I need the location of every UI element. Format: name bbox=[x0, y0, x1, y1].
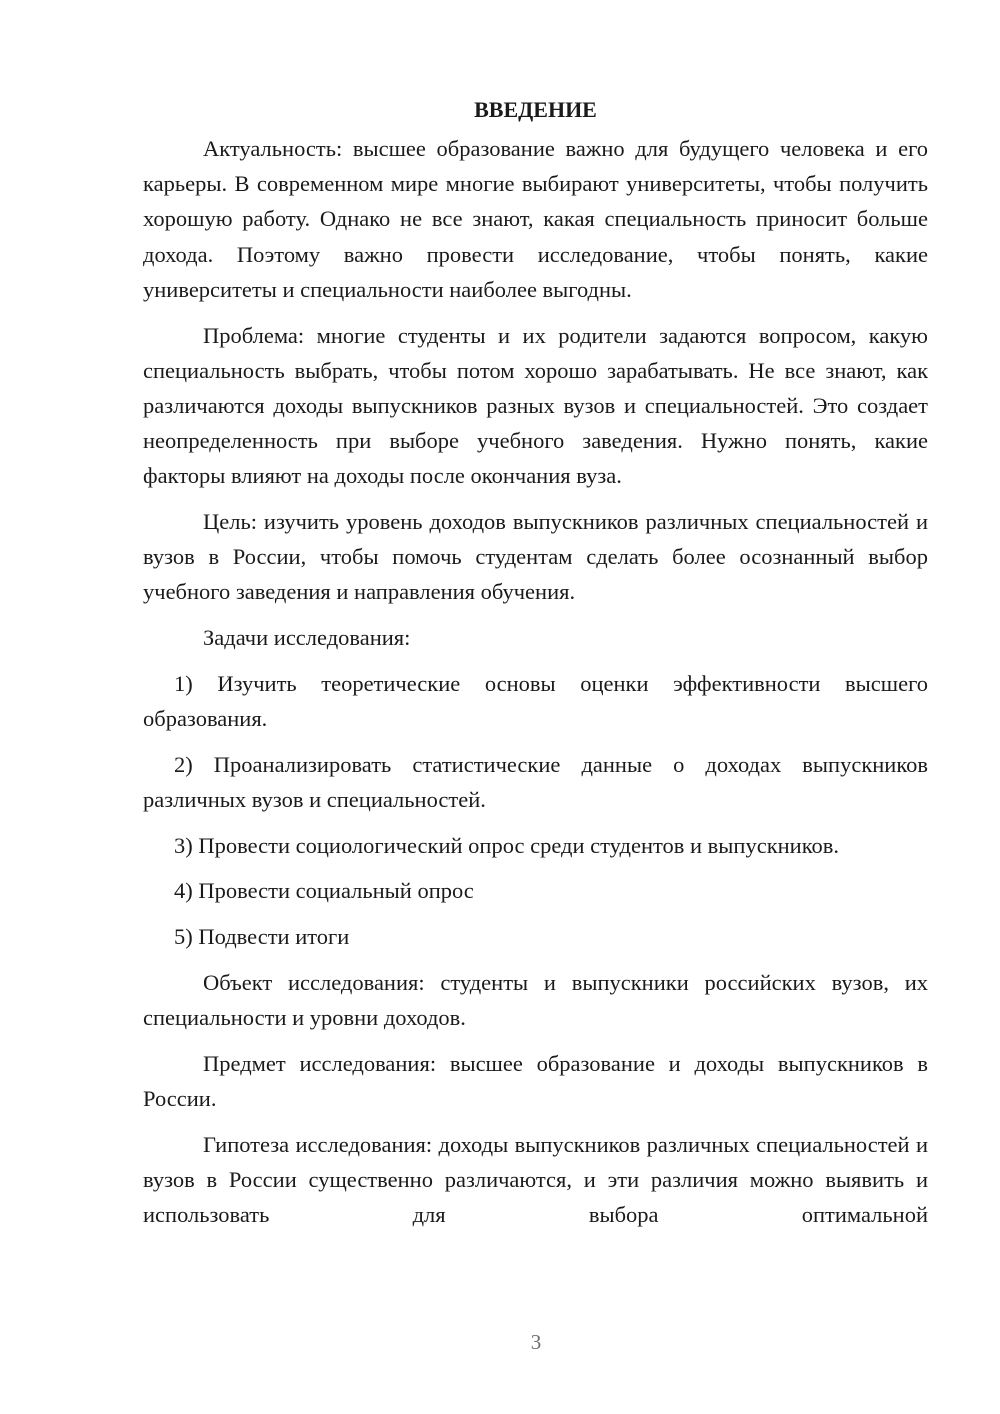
page-title: ВВЕДЕНИЕ bbox=[474, 97, 597, 122]
task-item: 2) Проанализировать статистические данные о доходах выпускников различных вузов и специальностей. bbox=[143, 751, 928, 812]
paragraph-relevance: Актуальность: высшее образование важно для будущего человека и его карьеры. В современном мире многие выбирают университеты, чтобы получить хорошую работу. Однако не все знают, какая специальность приносит больше дохода. Поэтому важно провести исследование, чтобы понять, какие университеты и специальности наиболее выгодны. bbox=[143, 136, 928, 302]
paragraph-hypothesis: Гипотеза исследования: доходы выпускников различных специальностей и вузов в России существенно различаются, и эти различия можно выявить и использовать для выбора оптимальной bbox=[143, 1131, 928, 1227]
paragraph-tasks-heading: Задачи исследования: bbox=[203, 625, 411, 651]
paragraph-object: Объект исследования: студенты и выпускники российских вузов, их специальности и уровни доходов. bbox=[143, 969, 928, 1030]
paragraph-goal: Цель: изучить уровень доходов выпускников различных специальностей и вузов в России, чтобы помочь студентам сделать более осознанный выбор учебного заведения и направления обучения. bbox=[143, 509, 928, 605]
task-item: 1) Изучить теоретические основы оценки эффективности высшего образования. bbox=[143, 670, 928, 732]
page-number: 3 bbox=[530, 1330, 542, 1354]
task-item: 5) Подвести итоги bbox=[174, 924, 350, 950]
paragraph-problem: Проблема: многие студенты и их родители задаются вопросом, какую специальность выбрать, чтобы потом хорошо зарабатывать. Не все знают, как различаются доходы выпускников разных вузов и специальностей. Это создает неопределенность при выборе учебного заведения. Нужно понять, какие факторы влияют на доходы после окончания вуза. bbox=[143, 322, 928, 489]
document-page bbox=[143, 92, 928, 1232]
paragraph-subject: Предмет исследования: высшее образование и доходы выпускников в России. bbox=[143, 1050, 928, 1111]
task-item: 3) Провести социологический опрос среди студентов и выпускников. bbox=[174, 832, 840, 858]
task-item: 4) Провести социальный опрос bbox=[174, 878, 474, 904]
